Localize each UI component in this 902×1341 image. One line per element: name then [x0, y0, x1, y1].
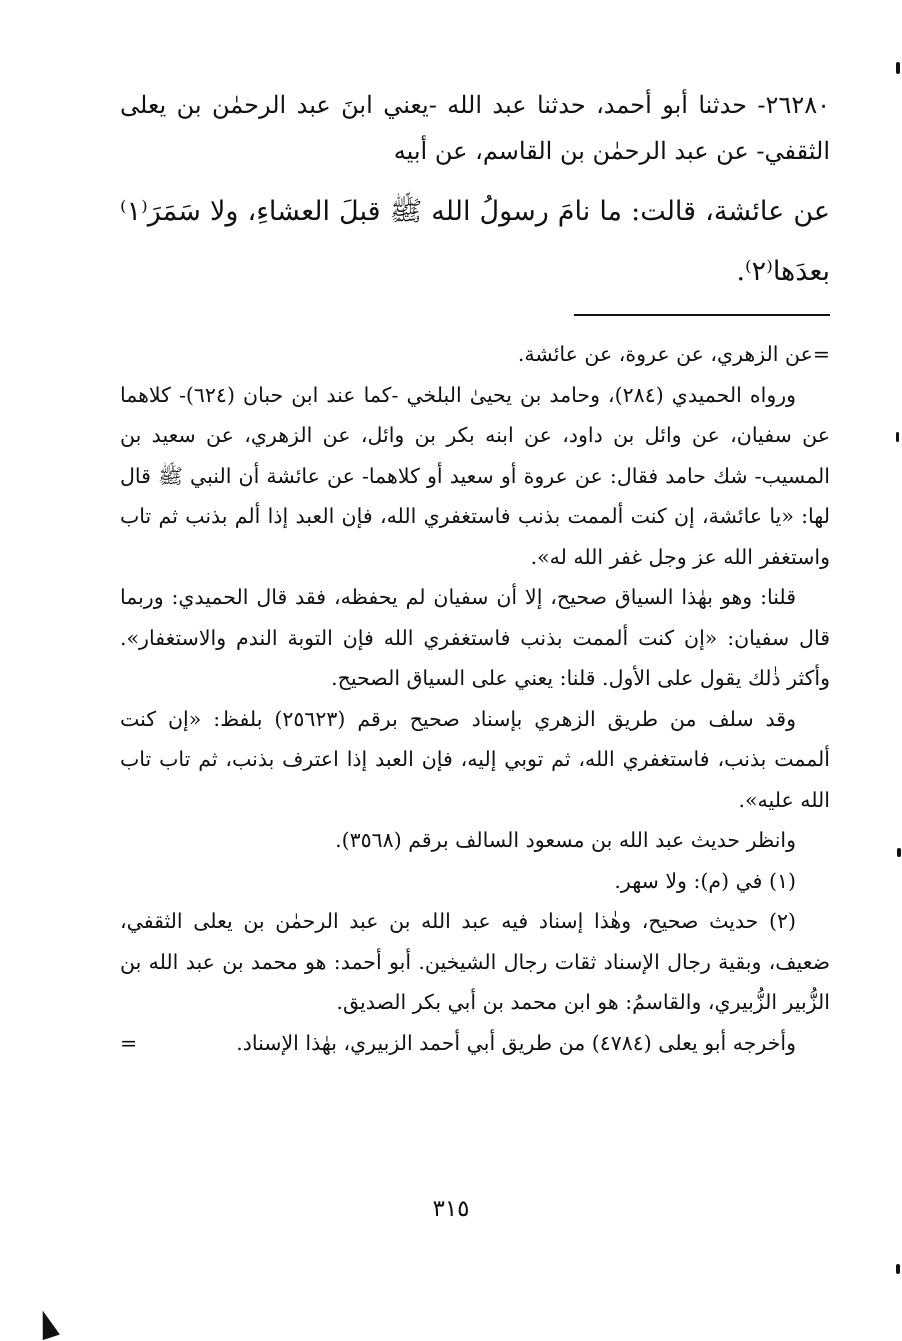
footnote-1: (١) في (م): ولا سهر.	[614, 868, 796, 893]
hadith-isnad: ٢٦٢٨٠- حدثنا أبو أحمد، حدثنا عبد الله -يعني ابنَ عبد الرحمٰن بن يعلى الثقفي- عن عبد الرحمٰن بن القاسم، عن أبيه	[120, 91, 830, 165]
footnote-2-last-text: وأخرجه أبو يعلى (٤٧٨٤) من طريق أبي أحمد الزبيري، بهٰذا الإسناد.	[236, 1030, 796, 1055]
scan-margin-mark	[896, 1264, 900, 1274]
footnote-separator	[574, 314, 830, 316]
note-paragraph-1: ورواه الحميدي (٢٨٤)، وحامد بن يحيىٰ البلخي -كما عند ابن حبان (٦٢٤)- كلاهما عن سفيان، عن وائل بن داود، عن ابنه بكر بن وائل، عن الزهري، عن سعيد بن المسيب- شك حامد فقال: عن عروة أو سعيد أو كلاهما- عن عائشة أن النبي ﷺ قال لها: «يا عائشة، إن كنت ألممت بذنب فاستغفري الله، فإن العبد إذا ألم بذنب ثم تاب واستغفر الله عز وجل غفر الله له».	[120, 382, 830, 569]
footnote-2-continuation	[120, 1023, 830, 1064]
note-continuation: =عن الزهري، عن عروة، عن عائشة.	[517, 342, 830, 366]
scan-margin-mark	[896, 432, 899, 442]
continuation-mark: =	[120, 1030, 138, 1055]
page-number: ٣١٥	[432, 1196, 470, 1222]
scan-margin-mark	[897, 848, 901, 857]
hadith-matn: عن عائشة، قالت: ما نامَ رسولُ الله ﷺ قبلَ العشاءِ، ولا سَمَرَ⁽١⁾ بعدَها⁽٢⁾.	[120, 196, 830, 287]
footnote-2: (٢) حديث صحيح، وهٰذا إسناد فيه عبد الله بن عبد الرحمٰن بن يعلى الثقفي، ضعيف، وبقية رجال الإسناد ثقات رجال الشيخين. أبو أحمد: هو محمد بن عبد الله بن الزُّبير الزُّبيري، والقاسمُ: هو ابن محمد بن أبي بكر الصديق.	[120, 909, 830, 1014]
note-paragraph-2: قلنا: وهو بهٰذا السياق صحيح، إلا أن سفيان لم يحفظه، فقد قال الحميدي: وربما قال سفيان: «إن كنت ألممت بذنب فاستغفري الله فإن التوبة الندم والاستغفار». وأكثر ذٰلك يقول على الأول. قلنا: يعني على السياق الصحيح.	[120, 585, 830, 690]
scan-corner-mark	[34, 1308, 60, 1340]
scan-margin-mark	[896, 62, 900, 74]
note-paragraph-4: وانظر حديث عبد الله بن مسعود السالف برقم (٣٥٦٨).	[335, 828, 796, 852]
hadith-text-block	[120, 82, 830, 302]
footnotes-block	[120, 334, 830, 1063]
note-paragraph-3: وقد سلف من طريق الزهري بإسناد صحيح برقم (٢٥٦٢٣) بلفظ: «إن كنت ألممت بذنب، فاستغفري الله، ثم توبي إليه، فإن العبد إذا اعترف بذنب، ثم تاب تاب الله عليه».	[120, 706, 830, 812]
